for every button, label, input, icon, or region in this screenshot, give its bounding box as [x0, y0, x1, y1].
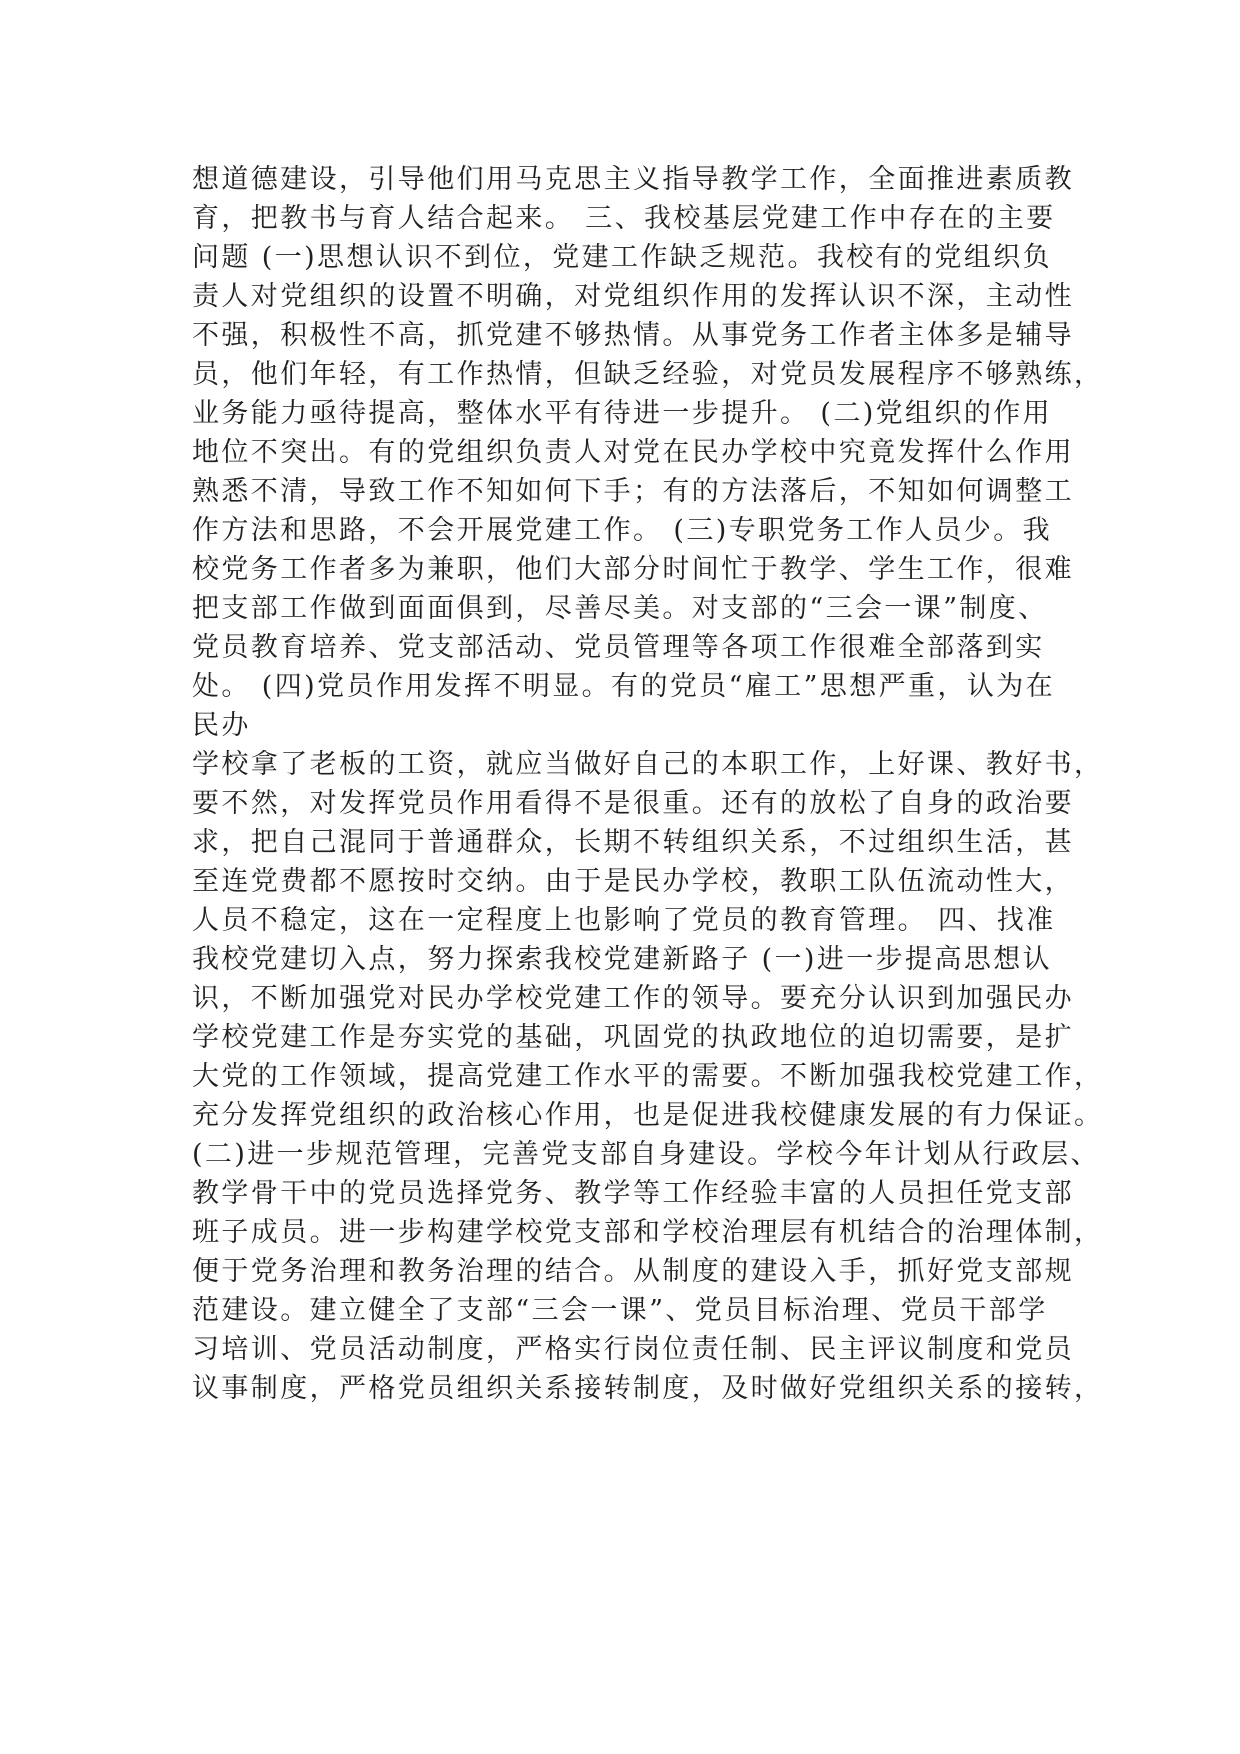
body-text	[192, 160, 1104, 1408]
text-line: 要不然，对发挥党员作用看得不是很重。还有的放松了自身的政治要	[192, 788, 1074, 819]
text-line: 教学骨干中的党员选择党务、教学等工作经验丰富的人员担任党支部	[192, 1178, 1074, 1209]
text-line: 便于党务治理和教务治理的结合。从制度的建设入手，抓好党支部规	[192, 1256, 1074, 1287]
text-line: 责人对党组织的设置不明确，对党组织作用的发挥认识不深，主动性	[192, 281, 1074, 312]
text-line: 至连党费都不愿按时交纳。由于是民办学校，教职工队伍流动性大，	[192, 866, 1074, 897]
text-line: 想道德建设，引导他们用马克思主义指导教学工作，全面推进素质教	[192, 164, 1074, 195]
text-line: 问题 (一)思想认识不到位，党建工作缺乏规范。我校有的党组织负	[192, 242, 1053, 273]
text-line: 业务能力亟待提高，整体水平有待进一步提升。 (二)党组织的作用	[192, 398, 1053, 429]
text-line: 范建设。建立健全了支部“三会一课”、党员目标治理、党员干部学	[192, 1295, 1048, 1326]
text-line: 求，把自己混同于普通群众，长期不转组织关系，不过组织生活，甚	[192, 827, 1074, 858]
text-line: 议事制度，严格党员组织关系接转制度，及时做好党组织关系的接转，	[192, 1373, 1104, 1404]
text-line: 作方法和思路，不会开展党建工作。 (三)专职党务工作人员少。我	[192, 515, 1053, 546]
text-line: 熟悉不清，导致工作不知如何下手；有的方法落后，不知如何调整工	[192, 476, 1074, 507]
text-line: 育，把教书与育人结合起来。 三、我校基层党建工作中存在的主要	[192, 203, 1056, 234]
text-line: 处。 (四)党员作用发挥不明显。有的党员“雇工”思想严重，认为在	[192, 671, 1056, 702]
text-line: 学校拿了老板的工资，就应当做好自己的本职工作，上好课、教好书，	[192, 749, 1104, 780]
text-line: 不强，积极性不高，抓党建不够热情。从事党务工作者主体多是辅导	[192, 320, 1074, 351]
text-line: 识，不断加强党对民办学校党建工作的领导。要充分认识到加强民办	[192, 983, 1074, 1014]
text-line: (二)进一步规范管理，完善党支部自身建设。学校今年计划从行政层、	[192, 1139, 1100, 1170]
text-line: 充分发挥党组织的政治核心作用，也是促进我校健康发展的有力保证。	[192, 1100, 1104, 1131]
text-line: 大党的工作领域，提高党建工作水平的需要。不断加强我校党建工作，	[192, 1061, 1104, 1092]
text-line: 班子成员。进一步构建学校党支部和学校治理层有机结合的治理体制，	[192, 1217, 1104, 1248]
text-line: 把支部工作做到面面俱到，尽善尽美。对支部的“三会一课”制度、	[192, 593, 1048, 624]
text-line: 地位不突出。有的党组织负责人对党在民办学校中究竟发挥什么作用	[192, 437, 1074, 468]
text-line: 学校党建工作是夯实党的基础，巩固党的执政地位的迫切需要，是扩	[192, 1022, 1074, 1053]
text-line: 习培训、党员活动制度，严格实行岗位责任制、民主评议制度和党员	[192, 1334, 1074, 1365]
text-line: 民办	[192, 710, 251, 741]
text-line: 员，他们年轻，有工作热情，但缺乏经验，对党员发展程序不够熟练，	[192, 359, 1104, 390]
text-line: 校党务工作者多为兼职，他们大部分时间忙于教学、学生工作，很难	[192, 554, 1074, 585]
text-line: 党员教育培养、党支部活动、党员管理等各项工作很难全部落到实	[192, 632, 1045, 663]
text-line: 人员不稳定，这在一定程度上也影响了党员的教育管理。 四、找准	[192, 905, 1056, 936]
text-line: 我校党建切入点，努力探索我校党建新路子 (一)进一步提高思想认	[192, 944, 1053, 975]
